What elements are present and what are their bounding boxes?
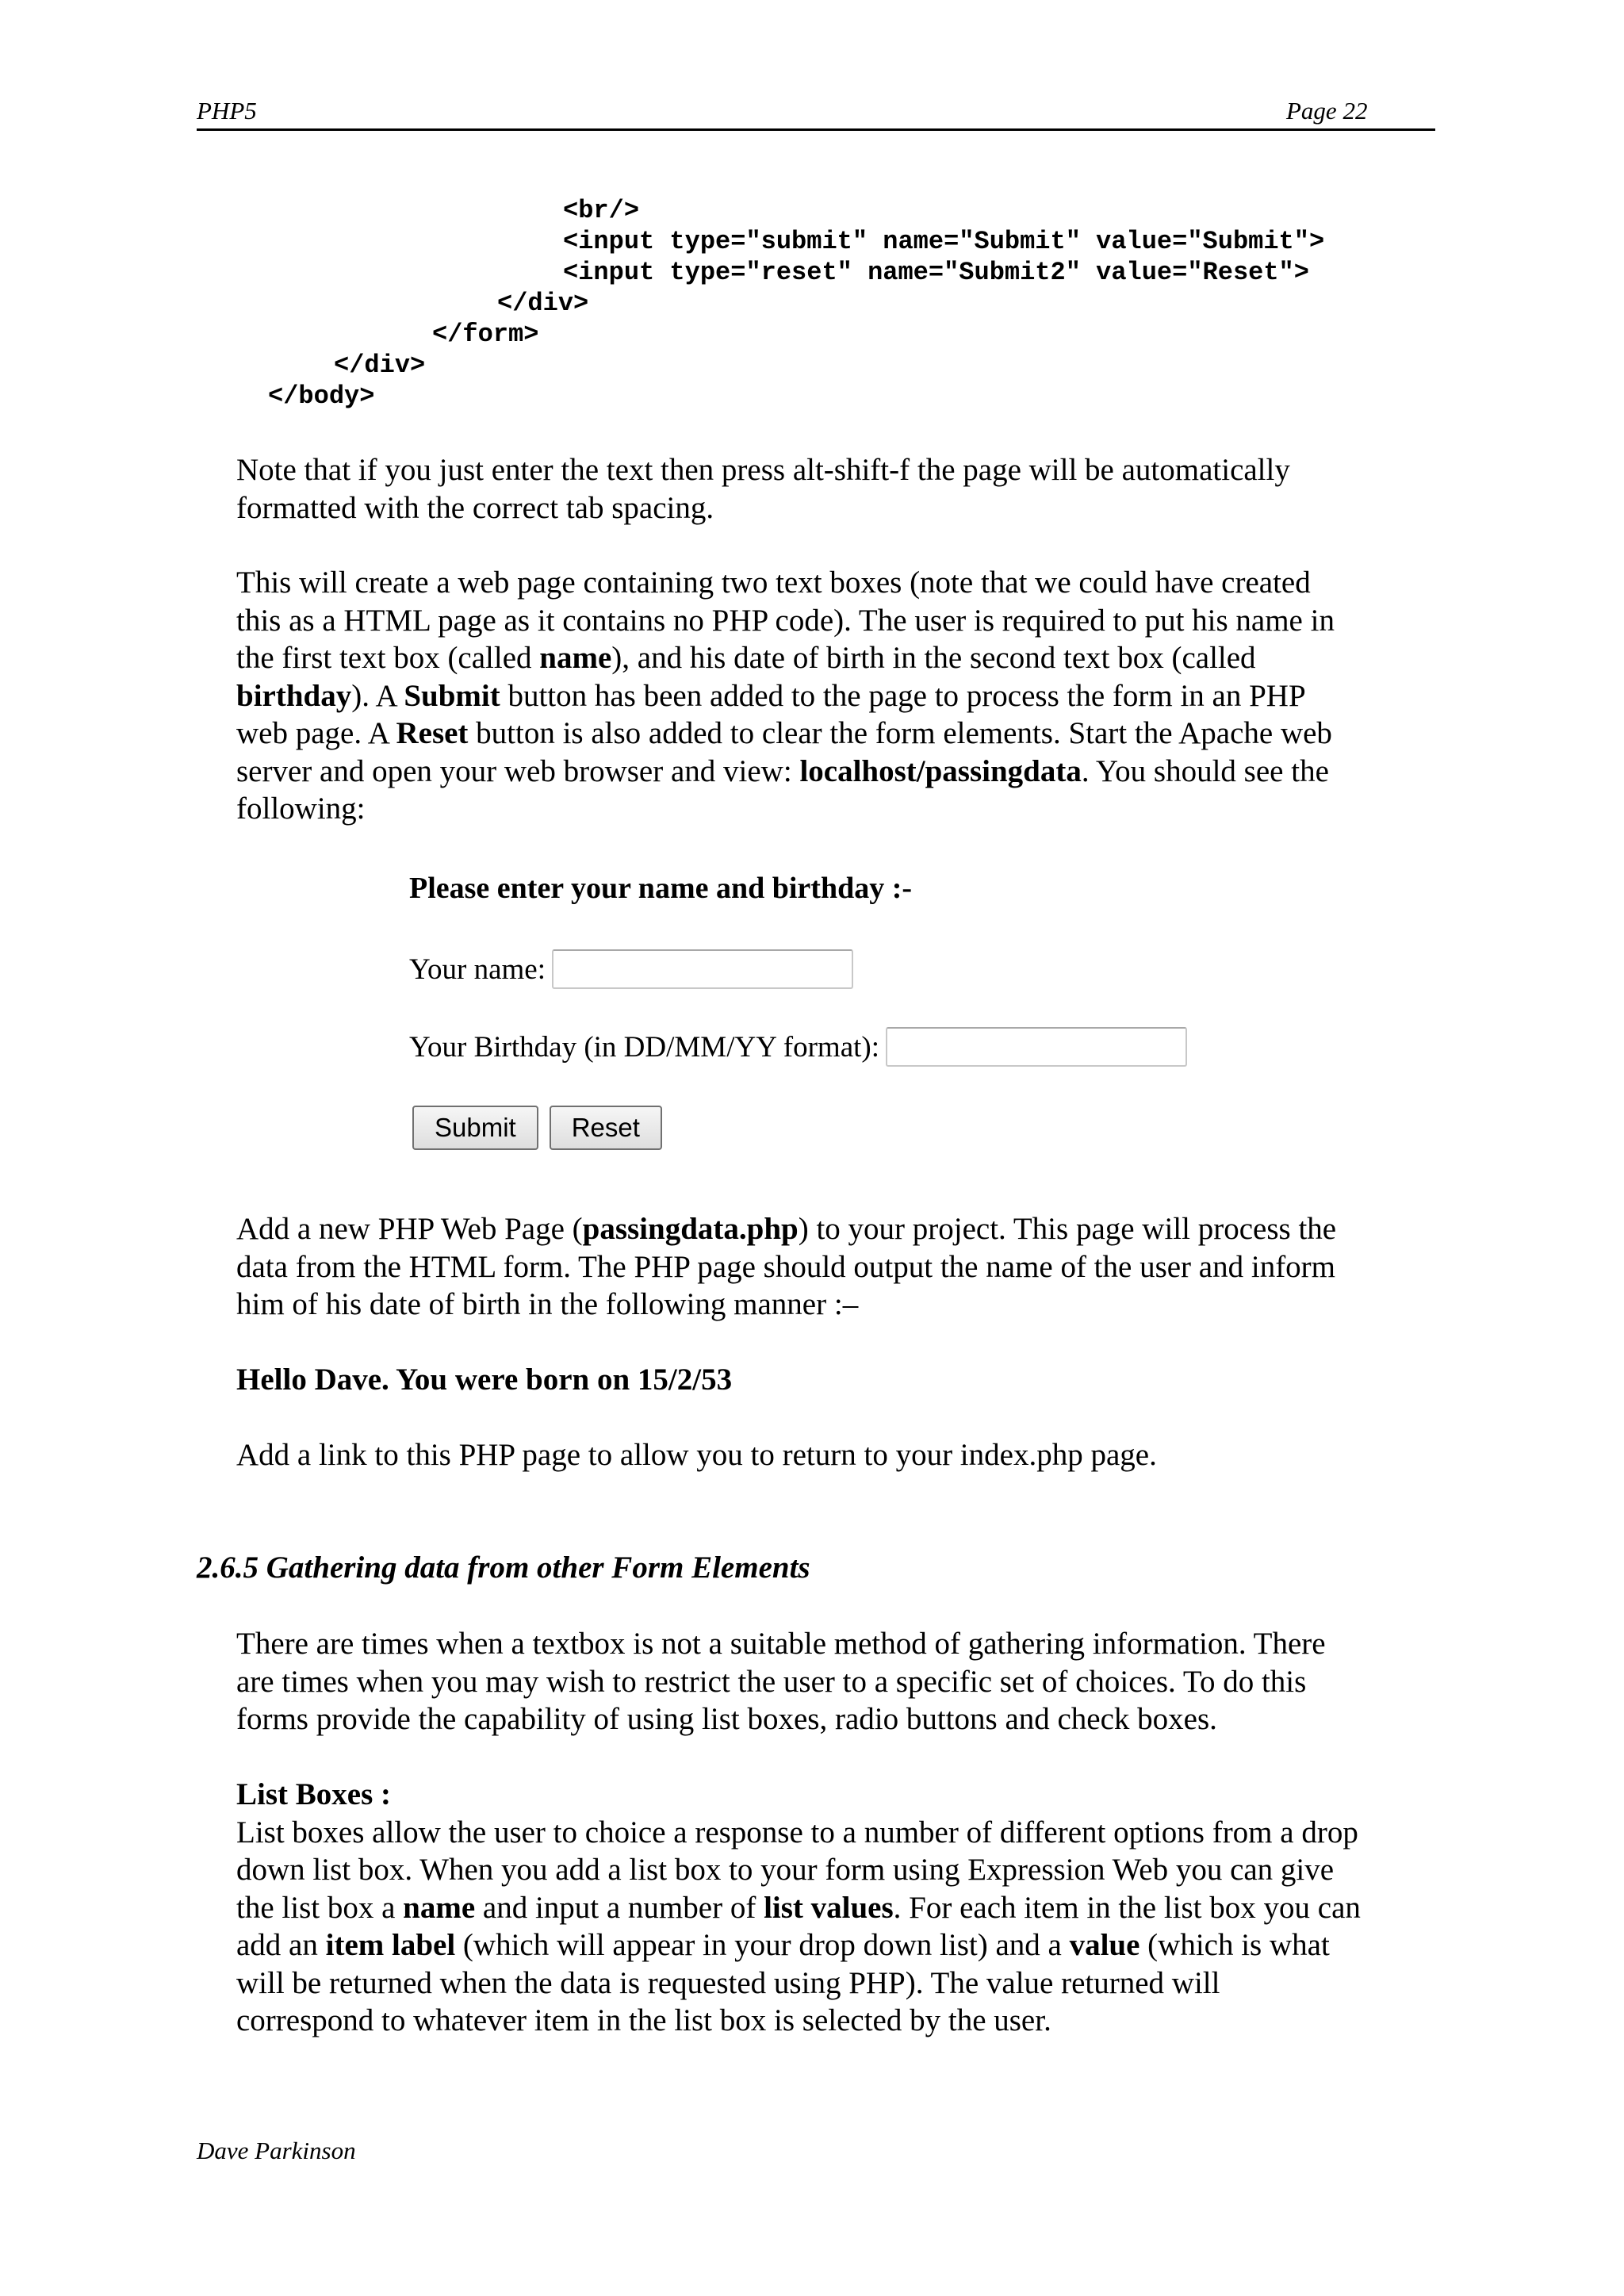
reset-button[interactable]: Reset [550,1106,662,1150]
paragraph-passingdata: Add a new PHP Web Page (passingdata.php) to your project. This page will process the data from the HTML form. The PHP page should output the name of the user and inform him of his date of birth in the following manner :– [236,1212,1337,1321]
birthday-row [409,1025,1187,1069]
form-buttons [412,1106,662,1150]
paragraph-add-link: Add a link to this PHP page to allow you to return to your index.php page. [236,1438,1157,1472]
code-line: </form> [432,320,539,349]
page-number: Page 22 [1286,97,1368,125]
code-line: </div> [334,351,426,380]
submit-button[interactable]: Submit [412,1106,538,1150]
code-line: </body> [268,381,375,411]
form-screenshot [406,872,1231,1158]
paragraph-list-boxes: List Boxes : List boxes allow the user to choice a response to a number of different options from a drop down list box. When you add a list box to your form using Expression Web you can give the list box a name and input a number of list values. For each item in the list box you can add an item label (which will appear in your drop down list) and a value (which is what will be returned when the data is requested using PHP). The value returned will correspond to whatever item in the list box is selected by the user. [236,1776,1450,2040]
list-boxes-title: List Boxes : [236,1777,391,1811]
code-line: </div> [497,289,589,318]
section-heading: 2.6.5 Gathering data from other Form Elements [197,1550,810,1585]
code-block [0,195,1624,412]
name-label: Your name: [409,953,546,986]
name-input[interactable] [552,949,853,989]
code-line: <br/> [563,196,640,225]
birthday-label: Your Birthday (in DD/MM/YY format): [409,1030,880,1064]
running-header-title: PHP5 [197,97,257,125]
sample-output: Hello Dave. You were born on 15/2/53 [236,1363,733,1397]
paragraph-form-description: This will create a web page containing two text boxes (note that we could have created this as a HTML page as it contains no PHP code). The user is required to put his name in the first text box (called name), and his date of birth in the second text box (called birthday). A Submit button has been added to the page to process the form in an PHP web page. A Reset button is also added to clear the form elements. Start the Apache web server and open your web browser and view: localhost/passingdata. You should see the following: [236,565,1335,826]
code-line: <input type="reset" name="Submit2" value="Reset"> [563,258,1309,287]
code-line: <input type="submit" name="Submit" value="Submit"> [563,227,1325,256]
paragraph-alt-shift-f: Note that if you just enter the text then press alt-shift-f the page will be automatically formatted with the correct tab spacing. [236,453,1290,525]
paragraph-form-elements: There are times when a textbox is not a suitable method of gathering information. There are times when you may wish to restrict the user to a specific set of choices. To do this forms provide the capability of using list boxes, radio buttons and check boxes. [236,1627,1326,1736]
form-heading: Please enter your name and birthday :- [409,872,913,905]
birthday-input[interactable] [886,1027,1187,1067]
header-rule [197,128,1435,131]
name-row [409,947,853,991]
footer-author: Dave Parkinson [197,2137,356,2164]
